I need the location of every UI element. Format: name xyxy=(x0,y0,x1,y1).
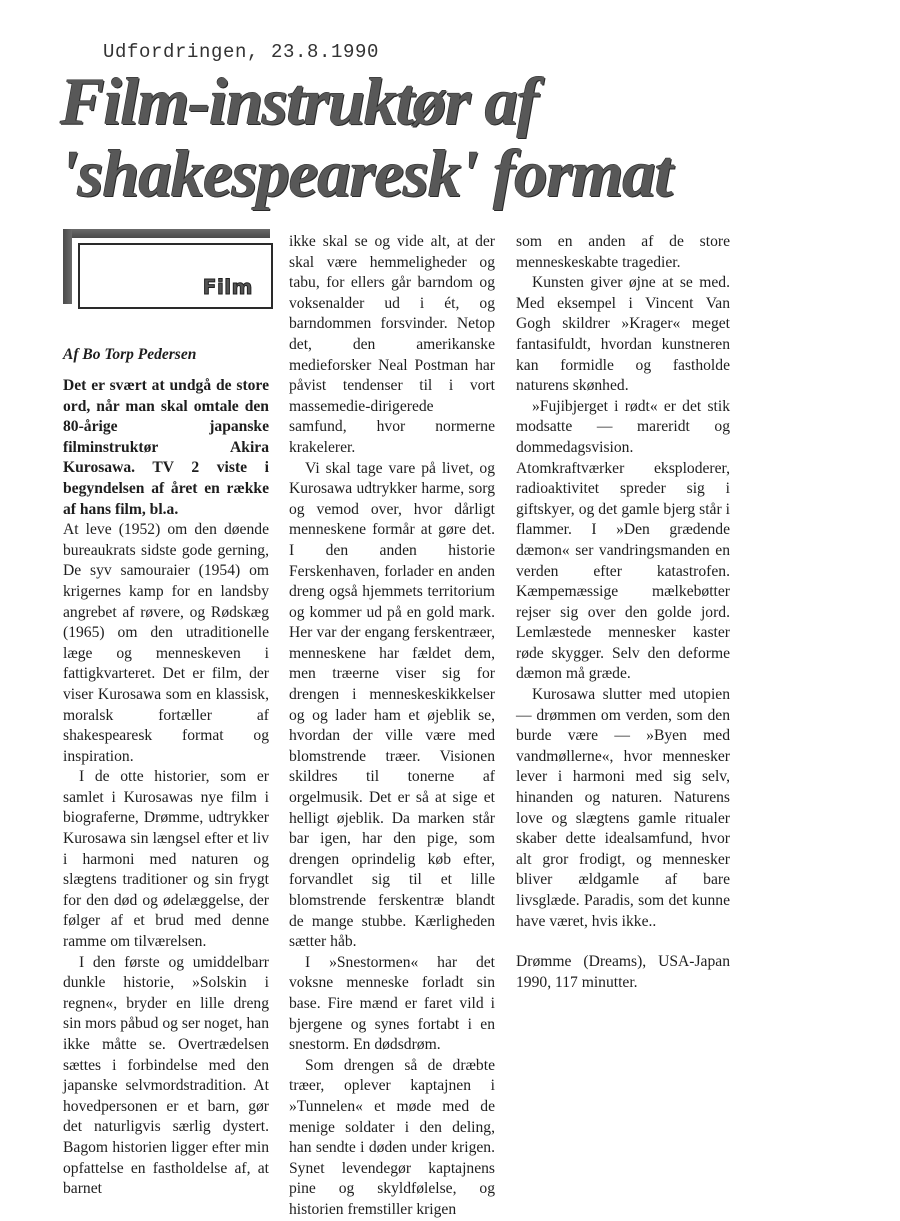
source-dateline: Udfordringen, 23.8.1990 xyxy=(103,41,380,63)
body-paragraph: som en anden af de store menneskeskabte tragedier. xyxy=(516,233,730,271)
article-column-1 xyxy=(63,376,269,1200)
byline: Af Bo Torp Pedersen xyxy=(63,346,197,363)
body-paragraph: Vi skal tage vare på livet, og Kurosawa udtrykker harme, sorg og vemod over, hvor dårligt menneskene formår at gøre det. I den anden historie Ferskenhaven, forlader en anden dreng også hjemmets territorium og kommer ud på en gold mark. Her var der engang ferskentræer, menneskene har fældet dem, men træerne viser sig for drengen i menneskeskikkelser og og lader ham et øjeblik se, hvordan der ville være med blomstrende træer. Visionen skildres til tonerne af orgelmusik. Det er så at sige et helligt øjeblik. Da marken står bar igen, har den pige, som drengen oprindelig køb efter, forvandlet sig til et lille blomstrende ferskentræ blandt de mange stubbe. Kærligheden sætter håb. xyxy=(289,459,495,951)
article-column-3 xyxy=(516,232,730,993)
body-paragraph: Kurosawa slutter med utopien — drømmen om verden, som den burde være — »Byen med vandmøllerne«, hvor mennesker lever i harmoni med sig selv, hinanden og naturen. Naturens love og slægtens gamle ritualer skaber dette idealsamfund, hvor alt gror frodigt, og mennesker bliver ældgamle af bare livsglæde. Paradis, som det kunne have været, hvis ikke.. xyxy=(516,686,730,930)
article-column-2 xyxy=(289,232,495,1221)
section-label: Film xyxy=(202,275,253,299)
body-paragraph: I de otte historier, som er samlet i Kurosawas nye film i biograferne, Drømme, udtrykker Kurosawa sin længsel efter et liv i harmoni med naturen og slægtens traditioner og sin frygt for den død og ødelæggelse, der følger af et brud med denne ramme om tilværelsen. xyxy=(63,768,269,951)
film-credits: Drømme (Dreams), USA-Japan 1990, 117 minutter. xyxy=(516,953,730,991)
body-paragraph: I den første og umiddelbarr dunkle historie, »Solskin i regnen«, bryder en lille dreng sin mors påbud og ser noget, han ikke måtte se. Overtrædelsen sættes i forbindelse med den japanske selvmordstradition. At hovedpersonen er et barn, gør det naturligvis særlig dystert. Bagom historien ligger efter min opfattelse en fastholdelse af, at barnet xyxy=(63,953,269,1198)
headline xyxy=(60,66,860,210)
body-paragraph: At leve (1952) om den døende bureaukrats sidste gode gerning, De syv samouraier (1954) om krigernes kamp for en landsby angrebet af røvere, og Rødskæg (1965) om den utraditionelle læge og menneskeven i fattigkvarteret. Det er film, der viser Kurosawa som en klassisk, moralsk fortæller af shakespearesk format og inspiration. xyxy=(63,521,269,765)
body-paragraph: »Fujibjerget i rødt« er det stik modsatte — mareridt og dommedagsvision. Atomkraftværker eksploderer, radioaktivitet spreder sig i giftskyer, og det gamle bjerg står i flammer. I »Den grædende dæmon« ser vandringsmanden en verden efter katastrofen. Kæmpemæssige mælkebøtter rejser sig over den golde jord. Lemlæstede mennesker kaster røde skygger. Selv den deforme dæmon må græde. xyxy=(516,397,730,683)
box-frame xyxy=(78,243,273,309)
body-paragraph: Som drengen så de dræbte træer, oplever kaptajnen i »Tunnelen« et møde med de menige soldater i den deling, han sendte i døden under krigen. Synet levendegør kaptajnens pine og skyldfølelse, og historien fremstiller krigen xyxy=(289,1056,495,1218)
body-paragraph: ikke skal se og vide alt, at der skal være hemmeligheder og tabu, for ellers går barndom og voksenalder ud i ét, og barndommen forsvinder. Netop det, den amerikanske medieforsker Neal Postman har påvist tendenser til i vort massemedie-dirigerede samfund, hvor normerne krakelerer. xyxy=(289,233,495,456)
lead-paragraph: Det er svært at undgå de store ord, når man skal omtale den 80-årige japanske filminstruktør Akira Kurosawa. TV 2 viste i begyndelsen af året en række af hans film, bl.a. xyxy=(63,377,269,518)
body-paragraph: Kunsten giver øjne at se med. Med eksempel i Vincent Van Gogh skildrer »Krager« meget fantasifuldt, hvordan kunstneren kan formidle og fastholde naturens skønhed. xyxy=(516,274,730,395)
box-shadow-top xyxy=(63,229,270,238)
headline-line-2: 'shakespearesk' format xyxy=(60,137,672,211)
box-shadow-left xyxy=(63,229,72,304)
section-label-box xyxy=(63,229,274,309)
body-paragraph: I »Snestormen« har det voksne menneske forladt sin base. Fire mænd er faret vild i bjergene og synes fortabt i en snestorm. En dødsdrøm. xyxy=(289,953,495,1054)
headline-line-1: Film-instruktør af xyxy=(60,65,538,139)
